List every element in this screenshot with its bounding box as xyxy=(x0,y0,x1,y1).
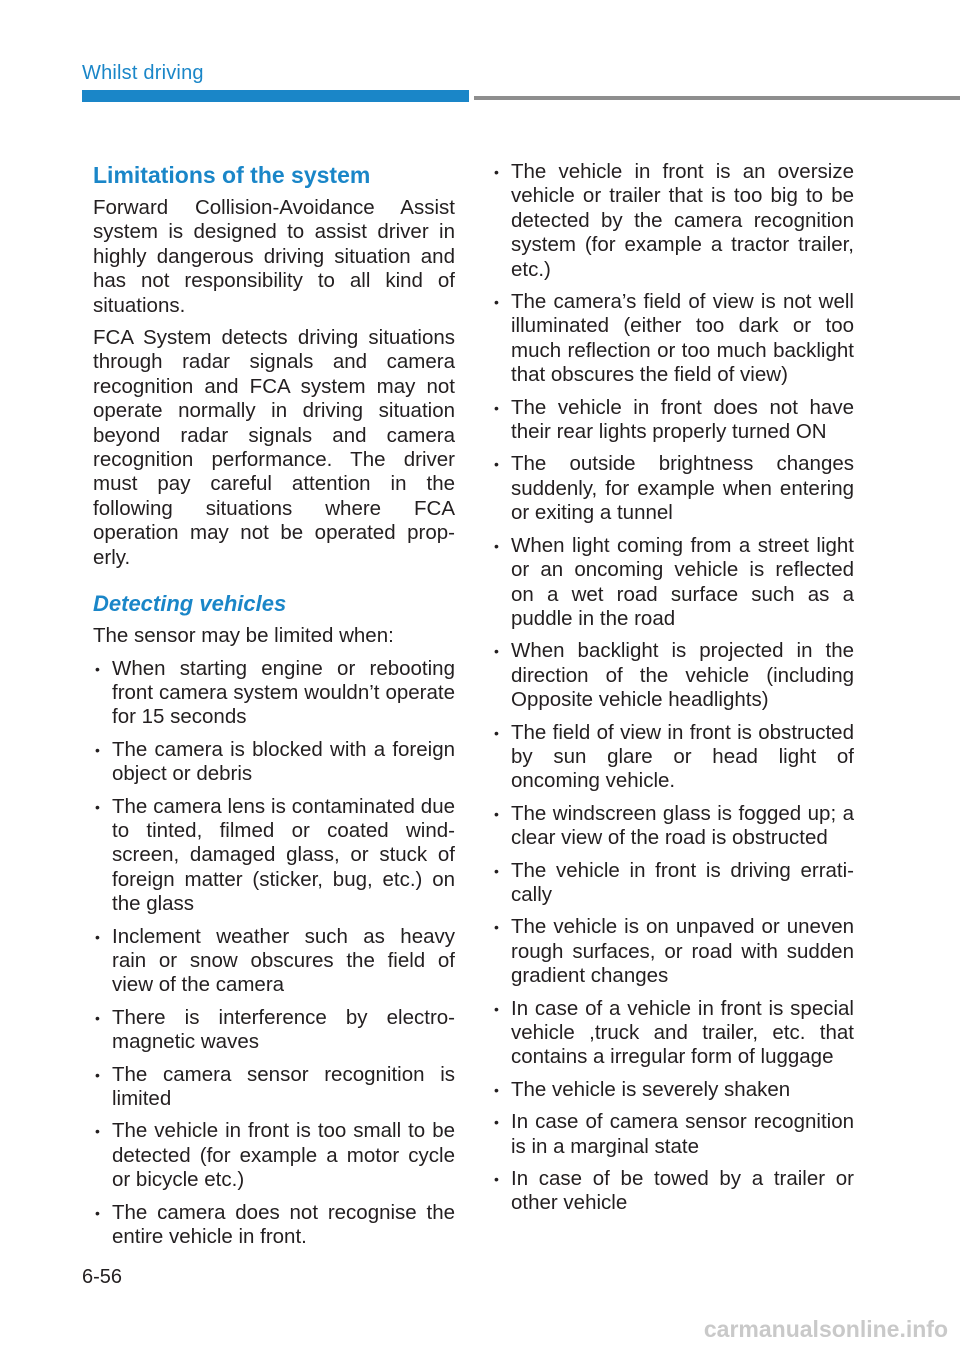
header-rule xyxy=(474,96,960,100)
list-item: • When backlight is projected in the direction of the vehicle (including Opposite vehicle headlights) xyxy=(492,639,854,712)
right-column xyxy=(492,160,854,1224)
list-intro: The sensor may be limited when: xyxy=(93,624,394,648)
bullet-list xyxy=(492,160,854,1216)
section-title: Whilst driving xyxy=(82,62,204,84)
list-item: • The field of view in front is obstructed by sun glare or head light of oncoming vehicle. xyxy=(492,721,854,794)
list-item: • The windscreen glass is fogged up; a clear view of the road is obstructed xyxy=(492,802,854,851)
left-column xyxy=(93,160,455,1257)
list-item: • In case of a vehicle in front is special vehicle ,truck and trailer, etc. that contains a irregular form of luggage xyxy=(492,997,854,1070)
section-heading: Limitations of the system xyxy=(93,162,371,188)
list-item: • In case of be towed by a trailer or other vehicle xyxy=(492,1167,854,1216)
list-item: • The vehicle in front does not have their rear lights properly turned ON xyxy=(492,396,854,445)
bullet-list xyxy=(93,657,455,1250)
list-item: • When starting engine or rebooting front camera system wouldn’t operate for 15 seconds xyxy=(93,657,455,730)
list-item: • The vehicle is on unpaved or uneven rough surfaces, or road with sudden gradient changes xyxy=(492,915,854,988)
page-number: 6-56 xyxy=(82,1266,123,1288)
list-item: • The camera’s field of view is not well illuminated (either too dark or too much reflection or too much backlight that obscures the field of view) xyxy=(492,290,854,388)
subsection-heading: Detecting vehicles xyxy=(93,591,287,617)
list-item: • In case of camera sensor recognition is in a marginal state xyxy=(492,1110,854,1159)
list-item: • Inclement weather such as heavy rain or snow obscures the field of view of the camera xyxy=(93,925,455,998)
paragraph: FCA System detects driving situations through radar signals and camera recognition and FCA system may not operate normally in driving situation beyond radar signals and camera recognition performance. The driver must pay careful attention in the following situations where FCA operation may not be operated properly. xyxy=(93,326,455,569)
watermark: carmanualsonline.info xyxy=(703,1316,948,1342)
list-item: • There is interference by electromagnetic waves xyxy=(93,1006,455,1055)
list-item: • The vehicle in front is driving erratically xyxy=(492,859,854,908)
paragraph: Forward Collision-Avoidance Assist system is designed to assist driver in highly dangerous driving situation and has not responsibility to all kind of situations. xyxy=(93,196,455,317)
list-item: • The vehicle in front is an oversize vehicle or trailer that is too big to be detected by the camera recognition system (for example a tractor trailer, etc.) xyxy=(492,160,854,282)
list-item: • The camera is blocked with a foreign object or debris xyxy=(93,738,455,787)
list-item: • The outside brightness changes suddenly, for example when entering or exiting a tunnel xyxy=(492,452,854,525)
list-item: • The camera sensor recognition is limited xyxy=(93,1063,455,1112)
list-item: • The camera lens is contaminated due to tinted, filmed or coated windscreen, damaged glass, or stuck of foreign matter (sticker, bug, etc.) on the glass xyxy=(93,795,455,917)
list-item: • The camera does not recognise the entire vehicle in front. xyxy=(93,1201,455,1250)
list-item: • The vehicle in front is too small to be detected (for example a motor cycle or bicycle etc.) xyxy=(93,1119,455,1192)
header-rule-accent xyxy=(82,90,469,102)
list-item: • When light coming from a street light or an oncoming vehicle is reflected on a wet road surface such as a puddle in the road xyxy=(492,534,854,632)
list-item: • The vehicle is severely shaken xyxy=(492,1078,854,1102)
